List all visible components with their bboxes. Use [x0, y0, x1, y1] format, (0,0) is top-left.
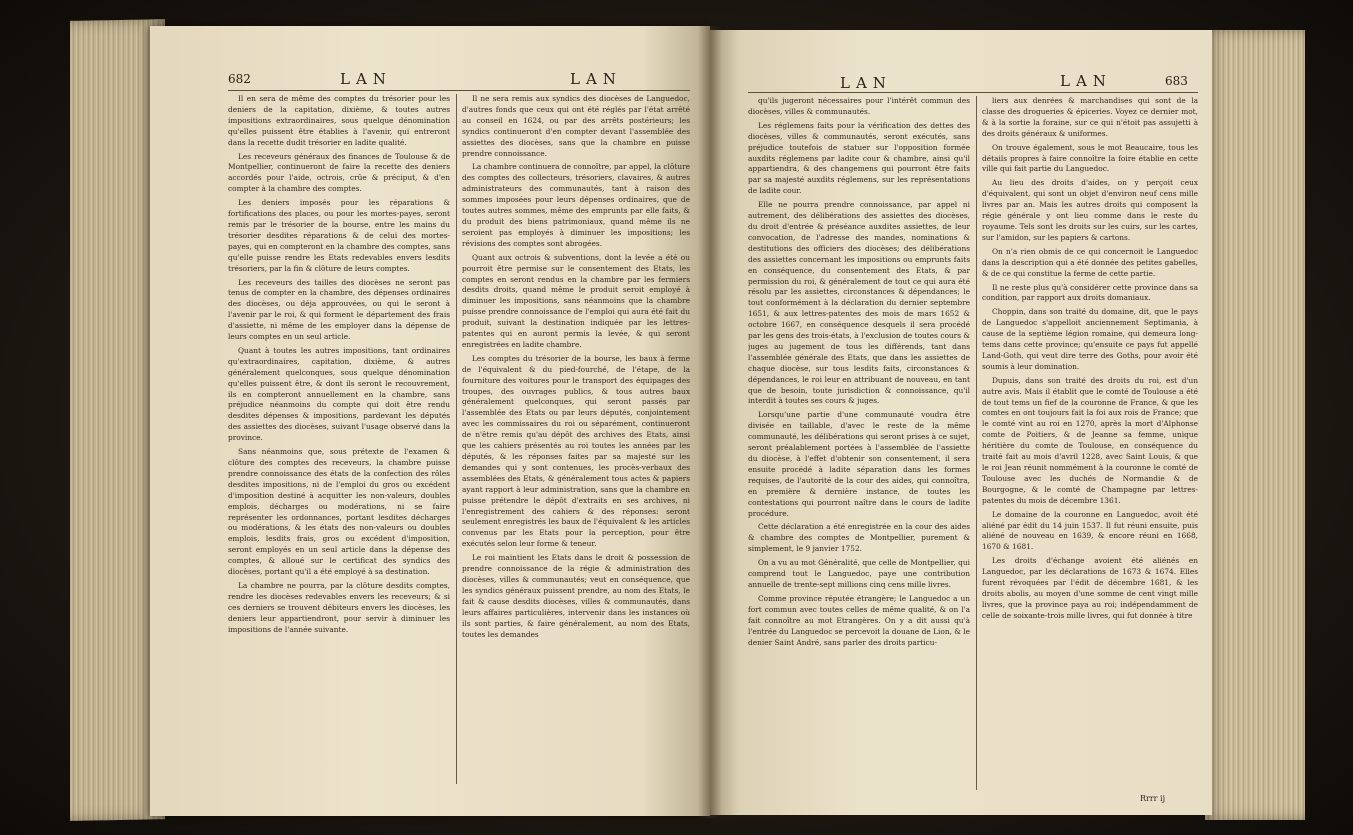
paragraph: Il ne reste plus qu'à considérer cette province dans sa condition, par rapport aux droits domaniaux. — [982, 282, 1198, 303]
left-page-header-right: LAN — [570, 70, 622, 88]
paragraph: Les droits d'échange avoient été aliénés en Languedoc, par les déclarations de 1673 & 1674. Elles furent révoquées par l'édit de décembre 1681, & les droits abolis, au moyen d'une somme de cent vingt mille livres, que la province paya au roi; indépendamment de celle de soixante-trois mille livres, qui fut donnée à titre — [982, 556, 1198, 620]
left-column-divider — [456, 94, 457, 784]
paragraph: Les receveurs généraux des finances de Toulouse & de Montpellier, continueront de faire la recette des deniers accordés pour l'aide, octrois, crûe & préciput, & d'en compter à la chambre des comptes. — [228, 151, 450, 194]
paragraph: Elle ne pourra prendre connoissance, par appel ni autrement, des délibérations des assiettes des diocèses, du droit d'entrée & préséance auxdites assiettes, de leur convocation, de l'adresse des mandes, nominations & destitutions des officiers des diocèses; des délibérations des assiettes concernant les impositions ou emprunts faits en conséquence, du consentement des Etats, & par permission du roi, & généralement de tout ce qui aura été résolu par les assiettes, circonstances & dépendances; le tout conformément à la déclaration du dernier septembre 1651, & aux lettres-patentes des mois de mars 1652 & octobre 1667, en conséquence desquels il sera procédé par les gens des trois-états, à l'exclusion de toutes cours & juges au jugement de tous les différends, tant dans l'assemblée générale des Etats, que dans les assiettes de chaque diocèse, sur tous lesdits faits, circonstances & dépendances, le roi leur en attribuant de nouveau, en tant que de besoin, toute jurisdiction & connoissance, qu'il interdit à toutes ses cours & juges. — [748, 200, 970, 406]
paragraph: Les receveurs des tailles des diocèses ne seront pas tenus de compter en la chambre, des dépenses ordinaires des diocèses, ou déja approuvées, ou qui le seront à l'avenir par le roi, & qui forment le département des frais d'assiette, ni même de les employer dans la dépense de leurs comptes en un seul article. — [228, 277, 450, 342]
paragraph: Les comptes du trésorier de la bourse, les baux à ferme de l'équivalent & du pied-fourché, de l'étape, de la fourniture des voitures pour le transport des équipages des troupes, des ouvrages publics, & tous autres baux généralement quelconques, qui seront passés par l'assemblée des Etats ou par leurs députés, conjointement avec les commissaires du roi ou séparément, continueront de n'être remis qu'au dépôt des archives des Etats, ainsi que les cahiers présentés au roi toutes les années par les députés, & les réponses faites par sa majesté sur les demandes qui y sont contenues, les procès-verbaux des assemblées des Etats, & généralement tous actes & papiers ayant rapport à leur administration, sans que la chambre en puisse prétendre le dépôt d'extraits en ses archives, ni l'enregistrement des cahiers & des réponses: seront seulement enregistrés les baux de l'équivalent & les articles convenus par les Etats pour la perception, pour être exécutés selon leur forme & teneur. — [462, 353, 690, 549]
left-column-2 — [462, 94, 690, 784]
left-page — [150, 26, 710, 816]
left-column-1 — [228, 94, 450, 784]
paragraph: La chambre continuera de connoître, par appel, la clôture des comptes des collecteurs, trésoriers, clavaires, & autres administrateurs des communautés, tant à raison des sommes imposées pour leurs dépenses ordinaires, que de toutes autres sommes, même des emprunts par elle faits, & du produit des biens patrimoniaux, quand même ils ne seroient pas employés à diminuer les impositions; les révisions des comptes sont abrogées. — [462, 162, 690, 248]
paragraph: Cette déclaration a été enregistrée en la cour des aides & chambre des comptes de Montpellier, purement & simplement, le 9 janvier 1752. — [748, 522, 970, 554]
right-column-2 — [982, 96, 1198, 782]
left-header-rule — [228, 90, 690, 91]
paragraph: Quant aux octrois & subventions, dont la levée a été ou pourroit être permise sur le consentement des Etats, les comptes en seront rendus en la chambre par les fermiers desdits droits, quand même le produit seroit employé à diminuer les impositions, sans néanmoins que la chambre puisse prendre connoissance de l'emploi qui aura été fait du produit, suivant la destination indiquée par les lettres-patentes qui en auront permis la levée, & qui seront enregistrées en ladite chambre. — [462, 252, 690, 349]
paragraph: Dupuis, dans son traité des droits du roi, est d'un autre avis. Mais il établit que le comté de Toulouse a été de tout tems un fief de la couronne de France, & que les comtes en ont toujours fait la foi aux rois de France; que le comté vint au roi en 1270, après la mort d'Alphonse comte de Poitiers, & de Jeanne sa femme, unique héritière du comte de Toulouse, en conséquence du traité fait au mois d'avril 1228, avec Saint Louis, & que le roi Jean réunit nommément à la couronne le comté de Toulouse avec les duchés de Normandie & de Bourgogne, & le comté de Champagne par lettres-patentes du mois de décembre 1361. — [982, 375, 1198, 505]
paragraph: qu'ils jugeront nécessaires pour l'intérêt commun des diocèses, villes & communautés. — [748, 96, 970, 116]
paragraph: Comme province réputée étrangère; le Languedoc a un fort commun avec toutes celles de même qualité, & on l'a fait connoître au mot Etrangères. On y a dit aussi qu'à l'entrée du Languedoc se percevoit la douane de Lion, & le denier Saint André, sans parler des droits particu- — [748, 593, 970, 647]
paragraph: La chambre ne pourra, par la clôture desdits comptes, rendre les diocèses redevables envers les receveurs; & si ces derniers se trouvent débiteurs envers les diocèses, les deniers leur appartiendront, pour servir à diminuer les impositions de l'année suivante. — [228, 580, 450, 634]
paragraph: Les deniers imposés pour les réparations & fortifications des places, ou pour les mortes-payes, seront remis par le trésorier de la bourse, entre les mains du trésorier desdites réparations & de celui des mortes-payes, qui en compteront en la chambre des comptes, sans qu'elle puisse rendre les Etats redevables envers lesdits trésoriers, par la fin & clôture de leurs comptes. — [228, 198, 450, 273]
paragraph: Le domaine de la couronne en Languedoc, avoit été aliéné par édit du 14 juin 1537. Il fut réuni ensuite, puis aliéné de nouveau en 1639, & encore réuni en 1668, 1670 & 1681. — [982, 509, 1198, 552]
paragraph: On n'a rien obmis de ce qui concernoit le Languedoc dans la description qui a été donnée des petites gabelles, & de ce qui constitue la ferme de cette partie. — [982, 246, 1198, 278]
paragraph: Les réglemens faits pour la vérification des dettes des diocèses, villes & communautés, seront exécutés, sans préjudice toutefois de statuer sur l'opposition formée auxdits réglemens par ladite cour & chambre, ainsi qu'il appartiendra, & des changemens qui pourront être faits par sa majesté auxdits réglemens, sur les représentations de ladite cour. — [748, 120, 970, 196]
paragraph: Il ne sera remis aux syndics des diocèses de Languedoc, d'autres fonds que ceux qui ont été réglés par l'état arrêté au conseil en 1624, ou par des arrêts postérieurs; les syndics continueront d'en compter devant l'assemblée des assiettes des diocèses, sans que la chambre en puisse prendre connoissance. — [462, 94, 690, 158]
paragraph: On a vu au mot Généralité, que celle de Montpellier, qui comprend tout le Languedoc, paye une contribution annuelle de trente-sept millions cinq cens mille livres. — [748, 558, 970, 589]
paragraph: Au lieu des droits d'aides, on y perçoit ceux d'équivalent, qui sont un objet d'environ neuf cens mille livres par an. Mais les autres droits qui composent la régie générale y ont lieu comme dans le reste du royaume. Tels sont les droits sur les cuirs, sur les cartes, sur l'amidon, sur les papiers & cartons. — [982, 178, 1198, 242]
paragraph: Sans néanmoins que, sous prétexte de l'examen & clôture des comptes des receveurs, la chambre puisse prendre connoissance des états de la confection des rôles desdites impositions, ni de l'emploi du gros ou excédent d'imposition destiné à acquitter les non-valeurs, doubles emplois, décharges ou modérations, ni se faire représenter les ordonnances, portant lesdites décharges ou modérations, & les états des non-valeurs ou doubles emplois, lesdits frais, gros ou excédent d'imposition, seront employés en un seul article dans la dépense des comptes, & alloué sur le certificat des syndics des diocèses, portant qu'il a été employé à sa destination. — [228, 447, 450, 577]
left-page-header-left: LAN — [340, 70, 392, 88]
paragraph: Il en sera de même des comptes du trésorier pour les deniers de la capitation, dixième, & toutes autres impositions extraordinaires, sous quelque dénomination qu'elles puissent être établies à l'avenir, qui entreront dans la recette dudit trésorier en ladite qualité. — [228, 94, 450, 147]
paragraph: Choppin, dans son traité du domaine, dit, que le pays de Languedoc s'appelloit anciennement Septimania, à cause de la septième légion romaine, qui demeura long-tems dans cette province; qu'ensuite ce pays fut appellé Land-Goth, qui veut dire terre des Goths, pour avoir été soumis à leur domination. — [982, 307, 1198, 371]
right-column-1 — [748, 96, 970, 790]
right-page-number: 683 — [1165, 74, 1188, 88]
signature-mark: Rrrr ij — [1140, 794, 1166, 803]
right-header-rule — [748, 92, 1198, 93]
right-page-edges — [1205, 30, 1305, 820]
left-page-number: 682 — [228, 72, 251, 86]
right-page-header-right: LAN — [1060, 72, 1112, 90]
right-column-divider — [976, 96, 977, 790]
paragraph: liers aux denrées & marchandises qui sont de la classe des drogueries & épiceries. Voyez ce dernier mot, & à la sortie la foraine, sur ce qui n'étoit pas assujetti à des droits généraux & uniformes. — [982, 96, 1198, 138]
right-page — [710, 30, 1212, 815]
right-page-header-left: LAN — [840, 74, 892, 92]
paragraph: Lorsqu'une partie d'une communauté voudra être divisée en taillable, d'avec le reste de la même communauté, les délibérations qui seront prises à ce sujet, seront préalablement portées à l'assemblée de l'assiette du diocèse, à l'effet d'obtenir son consentement, il sera ensuite procédé à ladite séparation dans les formes requises, de l'autorité de la cour des aides, qui connoîtra, en première & dernière instance, de toutes les contestations qui pourront naître dans le cours de ladite procédure. — [748, 410, 970, 518]
paragraph: Le roi maintient les Etats dans le droit & possession de prendre connoissance de la régie & administration des diocèses, villes & communautés; veut en conséquence, que les syndics généraux puissent prendre, au nom des Etats, le fait & cause desdits diocèses, villes & communautés, dans leurs affaires particulières, intervenir dans les instances où ils sont parties, & faire généralement, au nom des Etats, toutes les demandes — [462, 553, 690, 639]
paragraph: On trouve également, sous le mot Beaucaire, tous les détails propres à faire connoître la foire établie en cette ville qui fait partie du Languedoc. — [982, 142, 1198, 174]
paragraph: Quant à toutes les autres impositions, tant ordinaires qu'extraordinaires, capitation, dixième, & autres généralement quelconques, sous quelque dénomination qu'elles puissent être, & dont ils seront le recouvrement, ils en compteront annuellement en la chambre, sans préjudice néanmoins du compte qui doit être rendu desdites dépenses & impositions, pardevant les députés des assiettes des diocèses, suivant l'usage observé dans la province. — [228, 345, 450, 443]
